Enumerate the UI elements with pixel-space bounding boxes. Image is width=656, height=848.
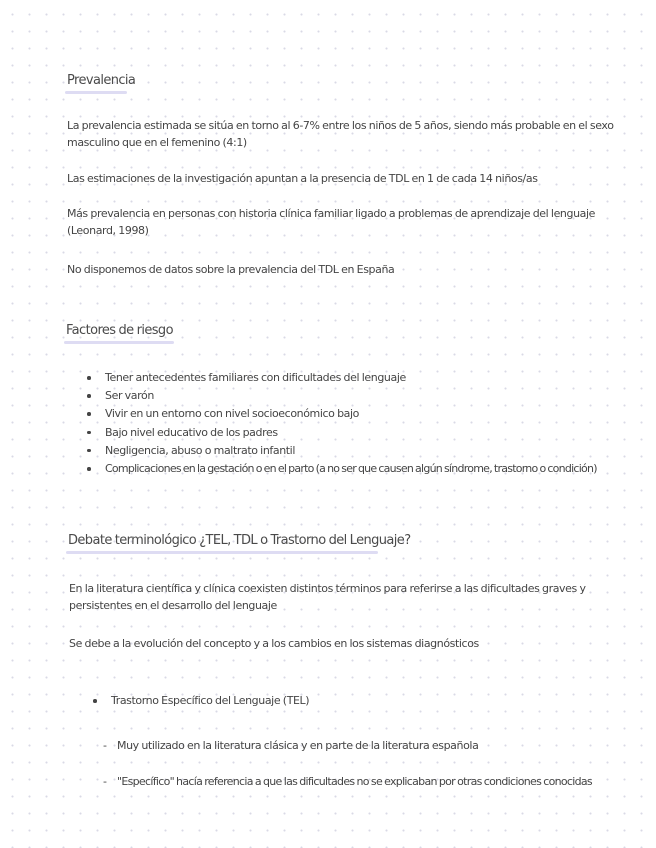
title-highlight <box>64 341 174 344</box>
list-item: Vivir en un entorno con nivel socioeconómico bajo <box>87 405 597 423</box>
paragraph: Se debe a la evolución del concepto y a los cambios en los sistemas diagnósticos <box>69 637 479 650</box>
paragraph: Más prevalencia en personas con historia clínica familiar ligado a problemas de aprendizaje del lenguaje (Leonard, 1998) <box>67 207 596 237</box>
terms-list <box>93 692 309 710</box>
section-title-debate <box>68 533 411 548</box>
section-title-factores <box>66 323 173 338</box>
paragraph: En la literatura científica y clínica coexisten distintos términos para referirse a las dificultades graves y persistentes en el desarrollo del lenguaje <box>69 582 586 612</box>
sub-item: - "Específico" hacía referencia a que las dificultades no se explicaban por otras condiciones conocidas <box>117 773 592 790</box>
risk-factors-list <box>87 369 597 478</box>
list-item: Bajo nivel educativo de los padres <box>87 424 597 442</box>
paragraph: Las estimaciones de la investigación apuntan a la presencia de TDL en 1 de cada 14 niños/as <box>67 172 538 185</box>
list-item: Ser varón <box>87 387 597 405</box>
title-highlight <box>65 91 127 94</box>
list-item: Trastorno Específico del Lenguaje (TEL) <box>93 692 309 710</box>
title-highlight <box>66 551 378 554</box>
list-item: Tener antecedentes familiares con dificultades del lenguaje <box>87 369 597 387</box>
paragraph: La prevalencia estimada se sitúa en torno al 6-7% entre los niños de 5 años, siendo más probable en el sexo masculino que en el femenino (4:1) <box>67 119 614 149</box>
list-item: Negligencia, abuso o maltrato infantil <box>87 442 597 460</box>
section-title-text: Factores de riesgo <box>66 323 173 338</box>
section-title-text: Debate terminológico ¿TEL, TDL o Trastorno del Lenguaje? <box>68 533 411 548</box>
section-title-text: Prevalencia <box>67 73 136 88</box>
section-title-prevalencia <box>67 73 135 88</box>
list-item: Complicaciones en la gestación o en el parto (a no ser que causen algún síndrome, trastorno o condición) <box>87 460 597 478</box>
paragraph: No disponemos de datos sobre la prevalencia del TDL en España <box>67 263 395 276</box>
sub-item: - Muy utilizado en la literatura clásica y en parte de la literatura española <box>117 737 478 754</box>
